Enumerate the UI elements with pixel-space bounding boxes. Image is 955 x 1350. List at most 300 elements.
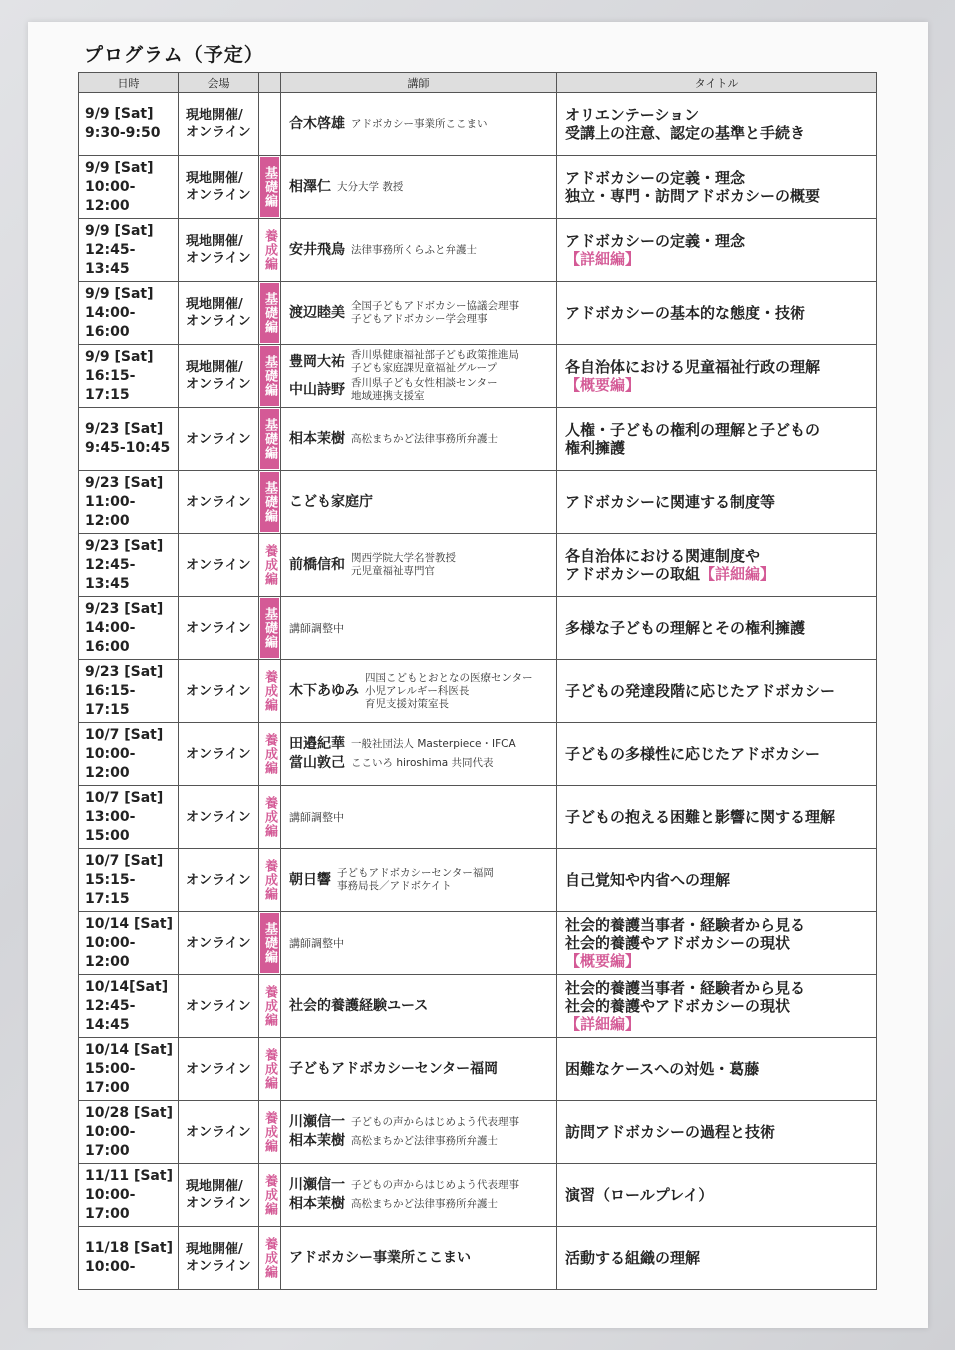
lecturer-cell — [281, 1164, 557, 1227]
lecturer-name: 川瀬信一 — [289, 1177, 345, 1193]
lecturer-affiliation — [351, 757, 493, 770]
lecturer-cell — [281, 219, 557, 282]
venue-line: オンライン — [186, 1124, 251, 1140]
header-category — [259, 73, 281, 93]
lecturer-pending: 講師調整中 — [289, 622, 344, 635]
table-header-row — [79, 73, 877, 93]
header-date: 日時 — [79, 73, 179, 93]
category-cell — [259, 1038, 281, 1101]
lecturer-pending: 講師調整中 — [289, 937, 344, 950]
affiliation-line: 全国子どもアドボカシー協議会理事 — [351, 300, 519, 312]
lecturer-name: 川瀬信一 — [289, 1114, 345, 1130]
session-time: 16:15-17:15 — [85, 682, 136, 718]
category-tag-training: 養成編 — [260, 1165, 279, 1225]
table-row — [79, 534, 877, 597]
category-tag-basic: 基礎編 — [260, 409, 279, 469]
venue-cell — [179, 1227, 259, 1290]
session-title-line: オリエンテーション — [565, 106, 700, 124]
title-cell — [557, 93, 877, 156]
venue-cell — [179, 912, 259, 975]
category-cell — [259, 597, 281, 660]
lecturer-affiliation — [337, 181, 403, 194]
affiliation-line: 法律事務所くらふと弁護士 — [351, 243, 477, 256]
lecturer-entry — [289, 116, 556, 133]
lecturer-affiliation — [351, 244, 477, 257]
venue-line: 現地開催/ — [186, 108, 243, 123]
affiliation-line: 事務局長／アドボケイト — [337, 880, 452, 892]
lecturer-entry — [289, 552, 556, 578]
affiliation-line: 子どもの声からはじめよう代表理事 — [351, 1116, 519, 1128]
lecturer-entry — [289, 242, 556, 259]
title-tag: 【概要編】 — [565, 376, 641, 394]
table-row — [79, 1227, 877, 1290]
session-time: 10:00-12:00 — [85, 934, 136, 970]
venue-cell — [179, 1101, 259, 1164]
session-date: 9/9 [Sat] — [85, 348, 154, 365]
category-tag-training: 養成編 — [260, 976, 279, 1036]
title-cell — [557, 408, 877, 471]
session-time: 10:00- — [85, 1259, 136, 1275]
session-title-line: 社会的養護やアドボカシーの現状 — [565, 997, 791, 1015]
date-cell — [79, 1038, 179, 1101]
session-time: 15:00-17:00 — [85, 1060, 136, 1096]
title-cell — [557, 975, 877, 1038]
date-cell — [79, 912, 179, 975]
category-cell — [259, 345, 281, 408]
venue-cell — [179, 345, 259, 408]
venue-line: オンライン — [186, 683, 251, 699]
date-cell — [79, 786, 179, 849]
lecturer-entry — [289, 1250, 556, 1267]
session-title-line: 各自治体における関連制度や — [565, 547, 761, 565]
session-date: 10/14 [Sat] — [85, 1041, 173, 1058]
lecturer-cell — [281, 93, 557, 156]
table-row — [79, 597, 877, 660]
lecturer-name: 當山敦己 — [289, 755, 345, 771]
lecturer-cell — [281, 471, 557, 534]
affiliation-line: ここいろ hiroshima 共同代表 — [351, 757, 494, 769]
session-title-line: 多様な子どもの理解とその権利擁護 — [565, 619, 806, 637]
affiliation-line: アドボカシー事業所ここまい — [351, 117, 488, 130]
session-time: 10:00-12:00 — [85, 178, 136, 214]
venue-cell — [179, 471, 259, 534]
session-date: 10/14[Sat] — [85, 978, 169, 995]
date-cell — [79, 975, 179, 1038]
session-title-line: 子どもの抱える困難と影響に関する理解 — [565, 808, 836, 826]
lecturer-entry — [289, 377, 556, 403]
venue-cell — [179, 597, 259, 660]
lecturer-affiliation — [365, 672, 533, 711]
date-cell — [79, 1227, 179, 1290]
lecturer-affiliation — [351, 1116, 519, 1129]
category-tag-basic: 基礎編 — [260, 598, 279, 658]
category-tag-training: 養成編 — [260, 724, 279, 784]
lecturer-affiliation — [351, 433, 498, 446]
lecturer-affiliation — [337, 867, 494, 893]
lecturer-name: 朝日響 — [289, 871, 331, 888]
lecturer-affiliation — [351, 1135, 498, 1148]
table-row — [79, 1038, 877, 1101]
category-cell — [259, 93, 281, 156]
lecturer-name: 豊岡大祐 — [289, 353, 345, 370]
affiliation-line: 小児アレルギー科医長 — [365, 684, 470, 697]
lecturer-name: 相本茉樹 — [289, 430, 345, 447]
affiliation-line: 一般社団法人 Masterpiece・IFCA — [351, 738, 516, 750]
table-row — [79, 723, 877, 786]
venue-line: オンライン — [186, 314, 251, 329]
session-title-line: 社会的養護当事者・経験者から見る — [565, 979, 806, 997]
affiliation-line: 子どもアドボカシー学会理事 — [351, 313, 488, 325]
lecturer-affiliation — [351, 300, 519, 326]
date-cell — [79, 408, 179, 471]
header-lecturer: 講師 — [281, 73, 557, 93]
venue-cell — [179, 156, 259, 219]
session-title-line: 受講上の注意、認定の基準と手続き — [565, 124, 806, 142]
category-cell — [259, 1164, 281, 1227]
session-date: 9/23 [Sat] — [85, 421, 164, 437]
lecturer-cell — [281, 282, 557, 345]
session-title-line: アドボカシーの定義・理念 — [565, 169, 746, 187]
lecturer-affiliation — [351, 118, 488, 131]
category-cell — [259, 471, 281, 534]
lecturer-name: 相本茉樹 — [289, 1196, 345, 1212]
session-date: 10/7 [Sat] — [85, 789, 164, 806]
category-tag-basic: 基礎編 — [260, 472, 279, 532]
venue-line: 現地開催/ — [186, 1179, 243, 1194]
title-cell — [557, 1164, 877, 1227]
session-title-line: 各自治体における児童福祉行政の理解 — [565, 358, 821, 376]
date-cell — [79, 471, 179, 534]
lecturer-cell — [281, 786, 557, 849]
lecturer-entry — [289, 736, 556, 753]
table-row — [79, 156, 877, 219]
session-date: 10/7 [Sat] — [85, 852, 164, 869]
session-date: 10/7 [Sat] — [85, 726, 164, 743]
session-title-line: アドボカシーの定義・理念 — [565, 232, 746, 250]
lecturer-name: 木下あゆみ — [289, 682, 359, 699]
session-title-line-wrap — [565, 124, 876, 142]
category-tag-training: 養成編 — [260, 787, 279, 847]
title-cell — [557, 534, 877, 597]
session-date: 9/9 [Sat] — [85, 285, 154, 302]
category-cell — [259, 975, 281, 1038]
category-cell — [259, 1227, 281, 1290]
session-title-line: アドボカシーに関連する制度等 — [565, 493, 776, 511]
lecturer-name: アドボカシー事業所ここまい — [289, 1249, 471, 1266]
affiliation-line: 香川県子ども女性相談センター — [351, 377, 498, 389]
venue-line: オンライン — [186, 431, 251, 447]
venue-cell — [179, 219, 259, 282]
session-time: 11:00-12:00 — [85, 493, 136, 529]
venue-line: オンライン — [186, 494, 251, 510]
session-title-line: 子どもの多様性に応じたアドボカシー — [565, 745, 821, 763]
session-date: 10/28 [Sat] — [85, 1104, 173, 1121]
category-cell — [259, 534, 281, 597]
lecturer-entry — [289, 1133, 556, 1150]
venue-cell — [179, 93, 259, 156]
category-cell — [259, 660, 281, 723]
lecturer-name: 渡辺睦美 — [289, 304, 345, 321]
date-cell — [79, 660, 179, 723]
lecturer-entry — [289, 1061, 556, 1078]
category-tag-training: 養成編 — [260, 1228, 279, 1288]
category-cell — [259, 282, 281, 345]
category-tag-basic: 基礎編 — [260, 913, 279, 973]
title-tag: 【詳細編】 — [565, 250, 641, 268]
lecturer-name: 前橋信和 — [289, 556, 345, 573]
lecturer-cell — [281, 408, 557, 471]
lecturer-affiliation — [351, 552, 456, 578]
date-cell — [79, 597, 179, 660]
venue-line: 現地開催/ — [186, 360, 243, 375]
category-cell — [259, 786, 281, 849]
affiliation-line: 四国こどもとおとなの医療センター — [365, 671, 533, 684]
category-cell — [259, 219, 281, 282]
venue-line: 現地開催/ — [186, 297, 243, 312]
date-cell — [79, 282, 179, 345]
session-date: 11/11 [Sat] — [85, 1167, 173, 1184]
session-date: 9/23 [Sat] — [85, 474, 164, 491]
category-tag-basic: 基礎編 — [260, 283, 279, 343]
venue-line: オンライン — [186, 935, 251, 951]
category-tag-training: 養成編 — [260, 1039, 279, 1099]
lecturer-cell — [281, 1101, 557, 1164]
venue-line: 現地開催/ — [186, 234, 243, 249]
lecturer-name: 中山詩野 — [289, 381, 345, 398]
table-row — [79, 1101, 877, 1164]
lecturer-entry — [289, 494, 556, 511]
venue-cell — [179, 1164, 259, 1227]
lecturer-cell — [281, 975, 557, 1038]
session-date: 9/9 [Sat] — [85, 106, 154, 122]
session-time: 12:45-14:45 — [85, 997, 136, 1033]
session-title-line: 子どもの発達段階に応じたアドボカシー — [565, 682, 836, 700]
session-title-line: 独立・専門・訪問アドボカシーの概要 — [565, 187, 821, 205]
lecturer-cell — [281, 1227, 557, 1290]
header-venue: 会場 — [179, 73, 259, 93]
session-time: 10:00-17:00 — [85, 1123, 136, 1159]
venue-cell — [179, 660, 259, 723]
affiliation-line: 大分大学 教授 — [337, 180, 404, 193]
lecturer-entry — [289, 349, 556, 375]
venue-line: オンライン — [186, 557, 251, 573]
affiliation-line: 育児支援対策室長 — [365, 697, 449, 710]
lecturer-entry — [289, 1196, 556, 1213]
affiliation-line: 関西学院大学名誉教授 — [351, 552, 456, 564]
lecturer-entry — [289, 431, 556, 448]
venue-cell — [179, 975, 259, 1038]
lecturer-name: こども家庭庁 — [289, 493, 373, 510]
lecturer-entry — [289, 1177, 556, 1194]
category-cell — [259, 408, 281, 471]
category-tag-training: 養成編 — [260, 220, 279, 280]
lecturer-affiliation — [351, 738, 516, 751]
venue-line: オンライン — [186, 998, 251, 1014]
title-cell — [557, 1038, 877, 1101]
lecturer-name: 相本茉樹 — [289, 1133, 345, 1149]
category-cell — [259, 156, 281, 219]
session-time: 9:45-10:45 — [85, 440, 171, 456]
session-time: 12:45-13:45 — [85, 556, 136, 592]
category-tag-training: 養成編 — [260, 661, 279, 721]
venue-cell — [179, 534, 259, 597]
title-tag: 【詳細編】 — [565, 1015, 641, 1033]
session-time: 15:15-17:15 — [85, 871, 136, 907]
venue-line: オンライン — [186, 1061, 251, 1077]
table-row — [79, 219, 877, 282]
venue-cell — [179, 408, 259, 471]
lecturer-entry — [289, 867, 556, 893]
date-cell — [79, 93, 179, 156]
affiliation-line: 子どもアドボカシーセンター福岡 — [337, 867, 494, 879]
session-title-line: アドボカシーの基本的な態度・技術 — [565, 304, 806, 322]
lecturer-cell — [281, 597, 557, 660]
session-title-line-wrap — [565, 565, 876, 583]
venue-line: オンライン — [186, 746, 251, 762]
table-row — [79, 975, 877, 1038]
venue-line: オンライン — [186, 809, 251, 825]
table-row — [79, 786, 877, 849]
category-cell — [259, 1101, 281, 1164]
title-tag: 【詳細編】 — [700, 565, 776, 583]
session-time: 14:00-16:00 — [85, 619, 136, 655]
venue-cell — [179, 786, 259, 849]
lecturer-entry — [289, 300, 556, 326]
title-cell — [557, 282, 877, 345]
venue-line: オンライン — [186, 872, 251, 888]
session-title-line: アドボカシーの取組 — [565, 565, 701, 583]
session-title-line-wrap — [565, 997, 876, 1015]
lecturer-name: 相澤仁 — [289, 178, 331, 195]
title-cell — [557, 1227, 877, 1290]
title-tag: 【概要編】 — [565, 952, 641, 970]
venue-cell — [179, 849, 259, 912]
affiliation-line: 元児童福祉専門官 — [351, 565, 435, 577]
lecturer-cell — [281, 156, 557, 219]
header-title: タイトル — [557, 73, 877, 93]
lecturer-cell — [281, 1038, 557, 1101]
venue-line: オンライン — [186, 125, 251, 140]
venue-line: 現地開催/ — [186, 171, 243, 186]
category-tag-training: 養成編 — [260, 1102, 279, 1162]
date-cell — [79, 1101, 179, 1164]
lecturer-entry — [289, 1114, 556, 1131]
session-title-line: 社会的養護当事者・経験者から見る — [565, 916, 806, 934]
lecturer-pending: 講師調整中 — [289, 811, 344, 824]
session-time: 12:45-13:45 — [85, 241, 136, 277]
session-date: 11/18 [Sat] — [85, 1240, 173, 1256]
affiliation-line: 子どもの声からはじめよう代表理事 — [351, 1179, 519, 1191]
table-row — [79, 912, 877, 975]
title-cell — [557, 912, 877, 975]
title-cell — [557, 156, 877, 219]
category-cell — [259, 912, 281, 975]
category-tag-training: 養成編 — [260, 535, 279, 595]
affiliation-line: 高松まちかど法律事務所弁護士 — [351, 1198, 498, 1210]
title-cell — [557, 1101, 877, 1164]
lecturer-cell — [281, 849, 557, 912]
table-row — [79, 345, 877, 408]
lecturer-affiliation — [351, 377, 498, 403]
session-time: 13:00-15:00 — [85, 808, 136, 844]
lecturer-name: 合木啓雄 — [289, 115, 345, 132]
session-time: 10:00-17:00 — [85, 1186, 136, 1222]
affiliation-line: 高松まちかど法律事務所弁護士 — [351, 432, 498, 445]
lecturer-affiliation — [351, 1179, 519, 1192]
session-title-line: 演習（ロールプレイ） — [565, 1186, 714, 1204]
table-row — [79, 282, 877, 345]
session-time: 10:00-12:00 — [85, 745, 136, 781]
category-tag-basic: 基礎編 — [260, 157, 279, 217]
title-cell — [557, 345, 877, 408]
table-body — [79, 93, 877, 1290]
session-title-line: 権利擁護 — [565, 439, 626, 457]
lecturer-cell — [281, 660, 557, 723]
category-cell — [259, 849, 281, 912]
affiliation-line: 地域連携支援室 — [351, 390, 425, 402]
program-table — [78, 72, 877, 1290]
session-title-line: 困難なケースへの対処・葛藤 — [565, 1060, 760, 1078]
lecturer-affiliation — [351, 1198, 498, 1211]
category-cell — [259, 723, 281, 786]
venue-cell — [179, 282, 259, 345]
lecturer-name: 子どもアドボカシーセンター福岡 — [289, 1060, 499, 1077]
date-cell — [79, 345, 179, 408]
venue-line: オンライン — [186, 188, 251, 203]
lecturer-name: 田邉紀華 — [289, 736, 345, 752]
lecturer-entry — [289, 179, 556, 196]
table-row — [79, 660, 877, 723]
lecturer-affiliation — [351, 349, 519, 375]
date-cell — [79, 156, 179, 219]
title-cell — [557, 219, 877, 282]
session-date: 9/23 [Sat] — [85, 600, 164, 617]
venue-line: オンライン — [186, 377, 251, 392]
date-cell — [79, 219, 179, 282]
affiliation-line: 子ども家庭課児童福祉グループ — [351, 362, 498, 374]
title-cell — [557, 849, 877, 912]
session-title-line: 訪問アドボカシーの過程と技術 — [565, 1123, 776, 1141]
session-time: 14:00-16:00 — [85, 304, 136, 340]
session-time: 16:15-17:15 — [85, 367, 136, 403]
lecturer-entry — [289, 672, 556, 711]
lecturer-cell — [281, 912, 557, 975]
venue-cell — [179, 723, 259, 786]
venue-line: オンライン — [186, 251, 251, 266]
session-title-line-wrap — [565, 934, 876, 952]
session-title-line: 活動する組織の理解 — [565, 1249, 701, 1267]
lecturer-cell — [281, 723, 557, 786]
date-cell — [79, 1164, 179, 1227]
session-time: 9:30-9:50 — [85, 125, 161, 141]
venue-line: オンライン — [186, 620, 251, 636]
session-title-line: 人権・子どもの権利の理解と子どもの — [565, 421, 821, 439]
page-title: プログラム（予定） — [84, 44, 264, 66]
date-cell — [79, 534, 179, 597]
session-date: 10/14 [Sat] — [85, 915, 173, 932]
date-cell — [79, 723, 179, 786]
venue-line: オンライン — [186, 1196, 251, 1211]
venue-cell — [179, 1038, 259, 1101]
lecturer-name: 社会的養護経験ユース — [289, 997, 429, 1014]
lecturer-entry — [289, 998, 556, 1015]
title-cell — [557, 471, 877, 534]
session-date: 9/23 [Sat] — [85, 537, 164, 554]
table-row — [79, 408, 877, 471]
session-title-line-wrap — [565, 439, 876, 457]
table-row — [79, 93, 877, 156]
session-date: 9/9 [Sat] — [85, 159, 154, 176]
